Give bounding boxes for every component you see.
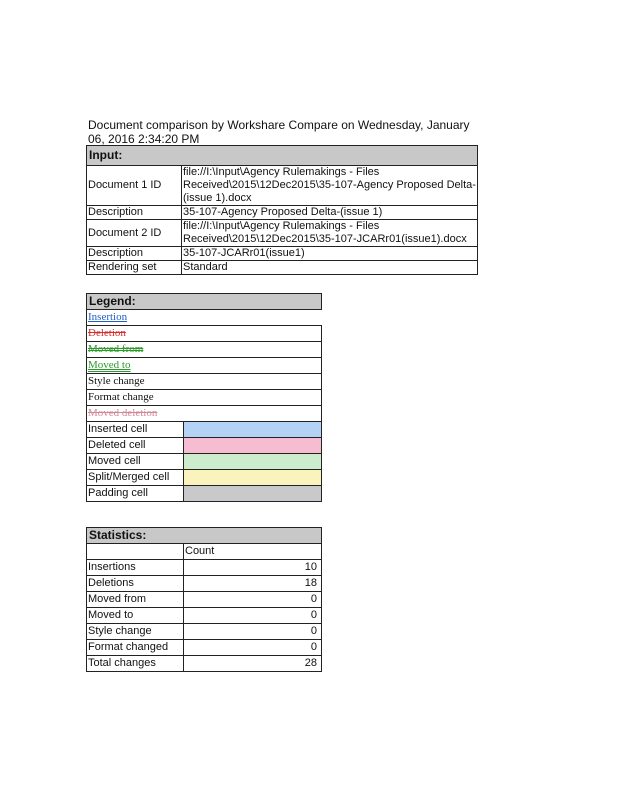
stat-label: Moved to — [87, 608, 184, 624]
stat-label: Total changes — [87, 656, 184, 672]
moved-cell-swatch — [184, 454, 322, 470]
input-value: file://I:\Input\Agency Rulemakings - Files Received\2015\12Dec2015\35-107-Agency Proposed Delta-(issue 1).docx — [183, 166, 476, 204]
input-label: Description — [87, 247, 182, 261]
stat-count: 0 — [184, 608, 322, 624]
table-row — [87, 624, 322, 640]
input-label: Description — [87, 206, 182, 220]
stat-label: Style change — [87, 624, 184, 640]
table-row — [87, 640, 322, 656]
input-value: Standard — [182, 261, 478, 275]
legend-format-change: Format change — [88, 391, 154, 403]
table-row — [87, 576, 322, 592]
table-row — [87, 656, 322, 672]
stat-count: 10 — [184, 560, 322, 576]
statistics-table — [86, 527, 322, 672]
statistics-header: Statistics: — [87, 528, 322, 544]
stat-label: Moved from — [87, 592, 184, 608]
input-label: Rendering set — [87, 261, 182, 275]
legend-text-row — [87, 358, 322, 374]
legend-moved-to: Moved to — [88, 359, 131, 371]
inserted-cell-swatch — [184, 422, 322, 438]
stat-count: 0 — [184, 640, 322, 656]
stat-label: Deletions — [87, 576, 184, 592]
input-value: 35-107-Agency Proposed Delta-(issue 1) — [182, 206, 478, 220]
legend-cell-label: Inserted cell — [87, 422, 184, 438]
input-header: Input: — [87, 146, 478, 166]
legend-cell-row — [87, 454, 322, 470]
input-value: file://I:\Input\Agency Rulemakings - Files Received\2015\12Dec2015\35-107-JCARr01(issue1).docx — [182, 220, 478, 247]
split-merged-cell-swatch — [184, 470, 322, 486]
stat-count: 28 — [184, 656, 322, 672]
legend-cell-label: Deleted cell — [87, 438, 184, 454]
legend-moved-deletion: Moved deletion — [88, 407, 158, 419]
deleted-cell-swatch — [184, 438, 322, 454]
legend-table — [86, 293, 322, 502]
legend-cell-row — [87, 422, 322, 438]
statistics-blank-cell — [87, 544, 184, 560]
stat-count: 18 — [184, 576, 322, 592]
input-label: Document 1 ID — [87, 166, 182, 206]
legend-text-row — [87, 342, 322, 358]
legend-text-row — [87, 310, 322, 326]
padding-cell-swatch — [184, 486, 322, 502]
legend-cell-label: Split/Merged cell — [87, 470, 184, 486]
table-row — [87, 592, 322, 608]
count-column-header: Count — [184, 544, 322, 560]
input-value: 35-107-JCARr01(issue1) — [182, 247, 478, 261]
input-label: Document 2 ID — [87, 220, 182, 247]
legend-cell-row — [87, 486, 322, 502]
table-row — [87, 608, 322, 624]
input-table — [86, 145, 478, 275]
legend-cell-label: Moved cell — [87, 454, 184, 470]
stat-count: 0 — [184, 624, 322, 640]
legend-text-row — [87, 374, 322, 390]
stat-label: Insertions — [87, 560, 184, 576]
legend-text-row — [87, 406, 322, 422]
legend-header: Legend: — [87, 294, 322, 310]
legend-text-row — [87, 390, 322, 406]
table-row — [87, 560, 322, 576]
legend-insertion: Insertion — [88, 311, 128, 323]
stat-count: 0 — [184, 592, 322, 608]
legend-deletion: Deletion — [88, 327, 126, 339]
legend-cell-row — [87, 470, 322, 486]
legend-cell-label: Padding cell — [87, 486, 184, 502]
legend-style-change: Style change — [88, 375, 145, 387]
legend-cell-row — [87, 438, 322, 454]
legend-text-row — [87, 326, 322, 342]
stat-label: Format changed — [87, 640, 184, 656]
page-title: Document comparison by Workshare Compare on Wednesday, January 06, 2016 2:34:20 PM — [88, 118, 470, 146]
legend-moved-from: Moved from — [88, 343, 144, 355]
